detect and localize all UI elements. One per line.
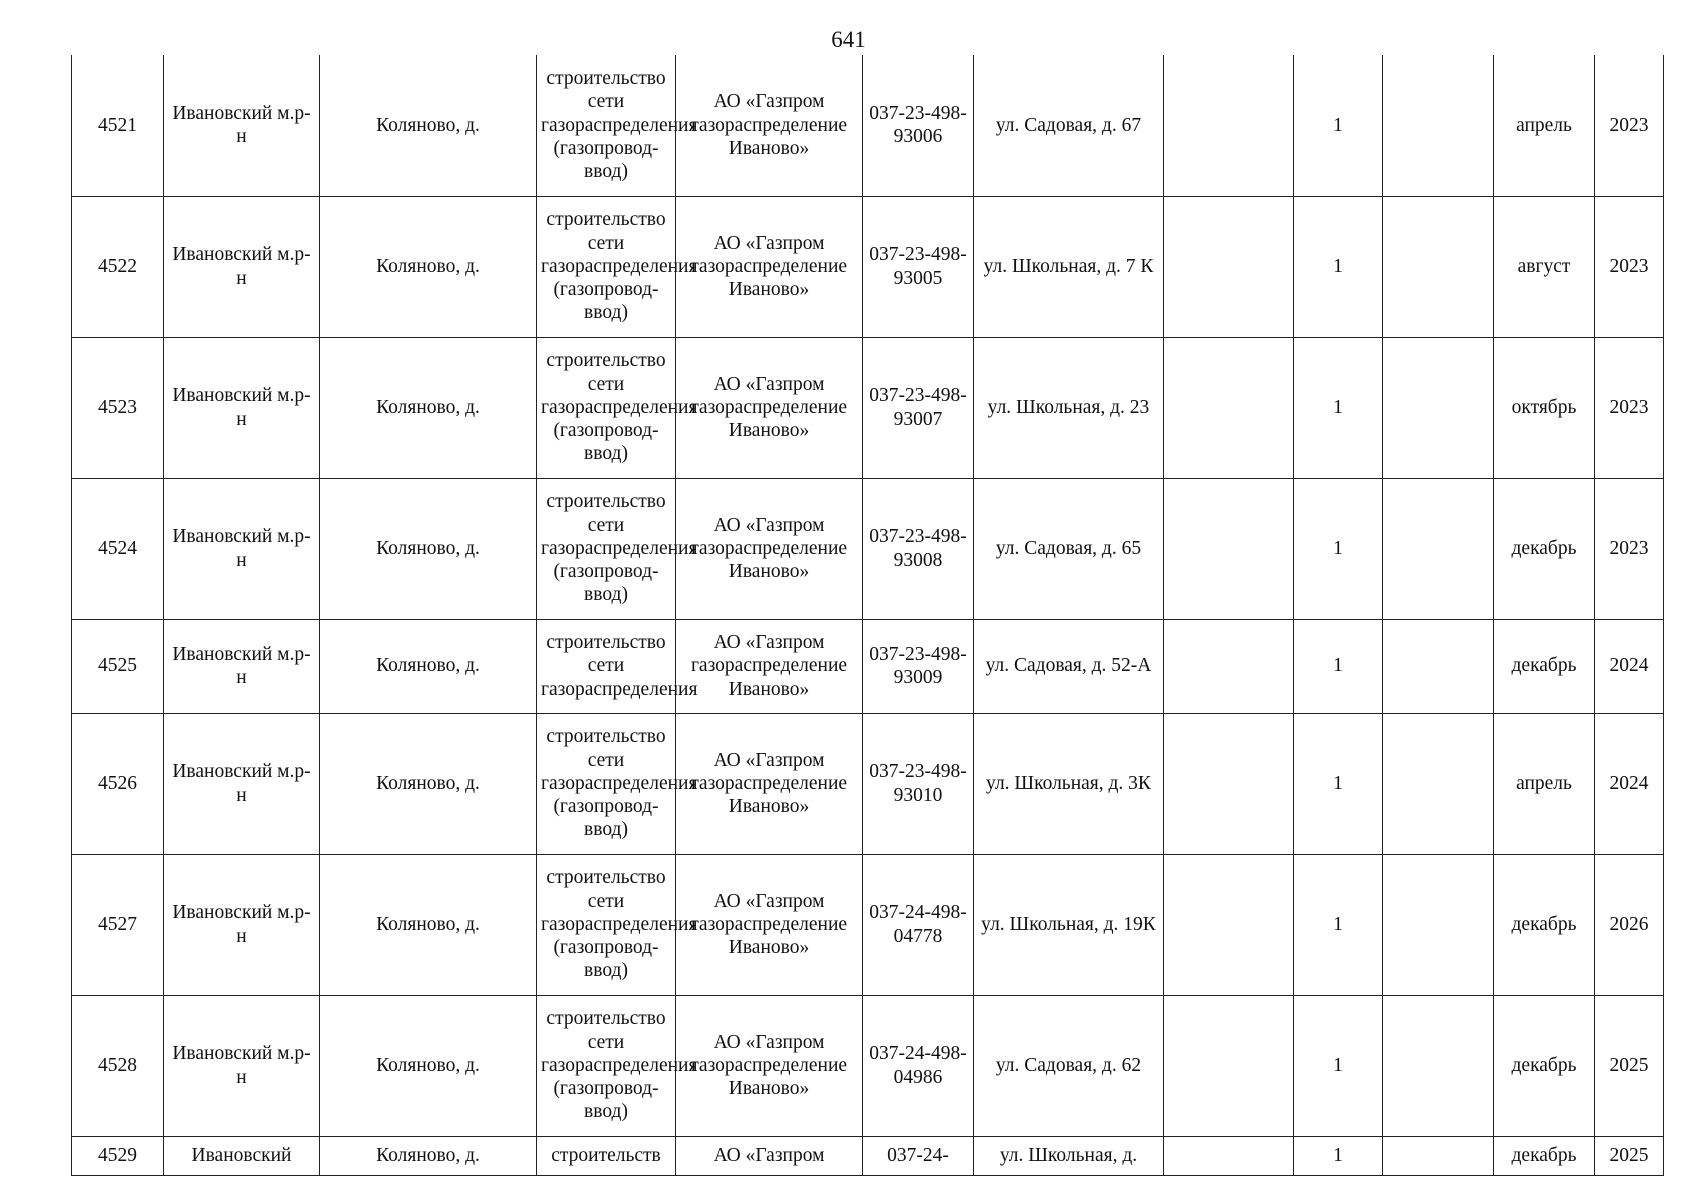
locality-cell: Коляново, д. [320, 55, 537, 196]
registration-number-cell: 037-23-498-93010 [863, 713, 974, 854]
work-type-cell: строительство сети газораспределения (газопровод-ввод) [537, 854, 676, 995]
registration-number-cell: 037-23-498-93008 [863, 478, 974, 619]
year-cell: 2025 [1595, 995, 1664, 1136]
empty-cell [1164, 55, 1294, 196]
district-cell: Ивановский м.р-н [164, 713, 320, 854]
registration-number-cell: 037-24-498-04778 [863, 854, 974, 995]
month-cell: август [1494, 196, 1595, 337]
address-cell: ул. Садовая, д. 62 [974, 995, 1164, 1136]
empty-cell [1383, 478, 1494, 619]
empty-cell [1383, 995, 1494, 1136]
table-row [72, 55, 1664, 196]
locality-cell: Коляново, д. [320, 619, 537, 713]
empty-cell [1164, 478, 1294, 619]
registration-number-cell: 037-23-498-93006 [863, 55, 974, 196]
district-cell: Ивановский м.р-н [164, 55, 320, 196]
empty-cell [1383, 619, 1494, 713]
empty-cell [1164, 337, 1294, 478]
month-cell: декабрь [1494, 619, 1595, 713]
organization-cell: АО «Газпром газораспределение Иваново» [676, 619, 863, 713]
work-type-cell: строительство сети газораспределения (газопровод-ввод) [537, 713, 676, 854]
year-cell: 2023 [1595, 196, 1664, 337]
page-number: 641 [831, 27, 866, 52]
district-cell: Ивановский м.р-н [164, 995, 320, 1136]
empty-cell [1164, 854, 1294, 995]
organization-cell: АО «Газпром газораспределение Иваново» [676, 478, 863, 619]
work-type-cell: строительство сети газораспределения (газопровод-ввод) [537, 478, 676, 619]
locality-cell: Коляново, д. [320, 1136, 537, 1175]
table-row [72, 196, 1664, 337]
address-cell: ул. Школьная, д. 23 [974, 337, 1164, 478]
organization-cell: АО «Газпром газораспределение Иваново» [676, 995, 863, 1136]
empty-cell [1164, 713, 1294, 854]
quantity-cell: 1 [1294, 55, 1383, 196]
district-cell: Ивановский м.р-н [164, 337, 320, 478]
quantity-cell: 1 [1294, 854, 1383, 995]
table-row [72, 478, 1664, 619]
locality-cell: Коляново, д. [320, 337, 537, 478]
registration-number-cell: 037-23-498-93009 [863, 619, 974, 713]
row-number: 4529 [72, 1136, 164, 1175]
empty-cell [1383, 55, 1494, 196]
year-cell: 2023 [1595, 55, 1664, 196]
table-row [72, 854, 1664, 995]
locality-cell: Коляново, д. [320, 713, 537, 854]
year-cell: 2024 [1595, 619, 1664, 713]
address-cell: ул. Школьная, д. [974, 1136, 1164, 1175]
quantity-cell: 1 [1294, 337, 1383, 478]
organization-cell: АО «Газпром газораспределение Иваново» [676, 55, 863, 196]
month-cell: декабрь [1494, 478, 1595, 619]
empty-cell [1383, 1136, 1494, 1175]
year-cell: 2025 [1595, 1136, 1664, 1175]
table-row [72, 713, 1664, 854]
district-cell: Ивановский м.р-н [164, 196, 320, 337]
gasification-registry-table [71, 55, 1664, 1176]
month-cell: апрель [1494, 713, 1595, 854]
row-number: 4522 [72, 196, 164, 337]
row-number: 4527 [72, 854, 164, 995]
row-number: 4526 [72, 713, 164, 854]
empty-cell [1164, 995, 1294, 1136]
organization-cell: АО «Газпром газораспределение Иваново» [676, 713, 863, 854]
work-type-cell: строительство сети газораспределения (газопровод-ввод) [537, 196, 676, 337]
table-row [72, 1136, 1664, 1175]
month-cell: октябрь [1494, 337, 1595, 478]
empty-cell [1383, 854, 1494, 995]
table-row [72, 995, 1664, 1136]
month-cell: декабрь [1494, 995, 1595, 1136]
row-number: 4525 [72, 619, 164, 713]
year-cell: 2023 [1595, 478, 1664, 619]
empty-cell [1383, 337, 1494, 478]
organization-cell: АО «Газпром газораспределение Иваново» [676, 196, 863, 337]
address-cell: ул. Садовая, д. 65 [974, 478, 1164, 619]
locality-cell: Коляново, д. [320, 478, 537, 619]
address-cell: ул. Садовая, д. 67 [974, 55, 1164, 196]
row-number: 4524 [72, 478, 164, 619]
registration-number-cell: 037-24- [863, 1136, 974, 1175]
row-number: 4528 [72, 995, 164, 1136]
empty-cell [1164, 1136, 1294, 1175]
district-cell: Ивановский м.р-н [164, 619, 320, 713]
quantity-cell: 1 [1294, 619, 1383, 713]
work-type-cell: строительство сети газораспределения (газопровод-ввод) [537, 337, 676, 478]
locality-cell: Коляново, д. [320, 995, 537, 1136]
year-cell: 2024 [1595, 713, 1664, 854]
registration-number-cell: 037-23-498-93007 [863, 337, 974, 478]
work-type-cell: строительство сети газораспределения [537, 619, 676, 713]
district-cell: Ивановский м.р-н [164, 854, 320, 995]
registration-number-cell: 037-23-498-93005 [863, 196, 974, 337]
table-row [72, 619, 1664, 713]
registration-number-cell: 037-24-498-04986 [863, 995, 974, 1136]
locality-cell: Коляново, д. [320, 196, 537, 337]
work-type-cell: строительство сети газораспределения (газопровод-ввод) [537, 55, 676, 196]
quantity-cell: 1 [1294, 713, 1383, 854]
empty-cell [1164, 619, 1294, 713]
month-cell: апрель [1494, 55, 1595, 196]
quantity-cell: 1 [1294, 196, 1383, 337]
district-cell: Ивановский [164, 1136, 320, 1175]
empty-cell [1164, 196, 1294, 337]
quantity-cell: 1 [1294, 995, 1383, 1136]
empty-cell [1383, 196, 1494, 337]
month-cell: декабрь [1494, 1136, 1595, 1175]
organization-cell: АО «Газпром газораспределение Иваново» [676, 854, 863, 995]
address-cell: ул. Школьная, д. 19К [974, 854, 1164, 995]
month-cell: декабрь [1494, 854, 1595, 995]
table-row [72, 337, 1664, 478]
district-cell: Ивановский м.р-н [164, 478, 320, 619]
work-type-cell: строительство сети газораспределения (газопровод-ввод) [537, 995, 676, 1136]
address-cell: ул. Школьная, д. 3К [974, 713, 1164, 854]
organization-cell: АО «Газпром [676, 1136, 863, 1175]
organization-cell: АО «Газпром газораспределение Иваново» [676, 337, 863, 478]
work-type-cell: строительств [537, 1136, 676, 1175]
address-cell: ул. Школьная, д. 7 К [974, 196, 1164, 337]
address-cell: ул. Садовая, д. 52-А [974, 619, 1164, 713]
row-number: 4523 [72, 337, 164, 478]
quantity-cell: 1 [1294, 1136, 1383, 1175]
quantity-cell: 1 [1294, 478, 1383, 619]
locality-cell: Коляново, д. [320, 854, 537, 995]
year-cell: 2023 [1595, 337, 1664, 478]
row-number: 4521 [72, 55, 164, 196]
empty-cell [1383, 713, 1494, 854]
year-cell: 2026 [1595, 854, 1664, 995]
